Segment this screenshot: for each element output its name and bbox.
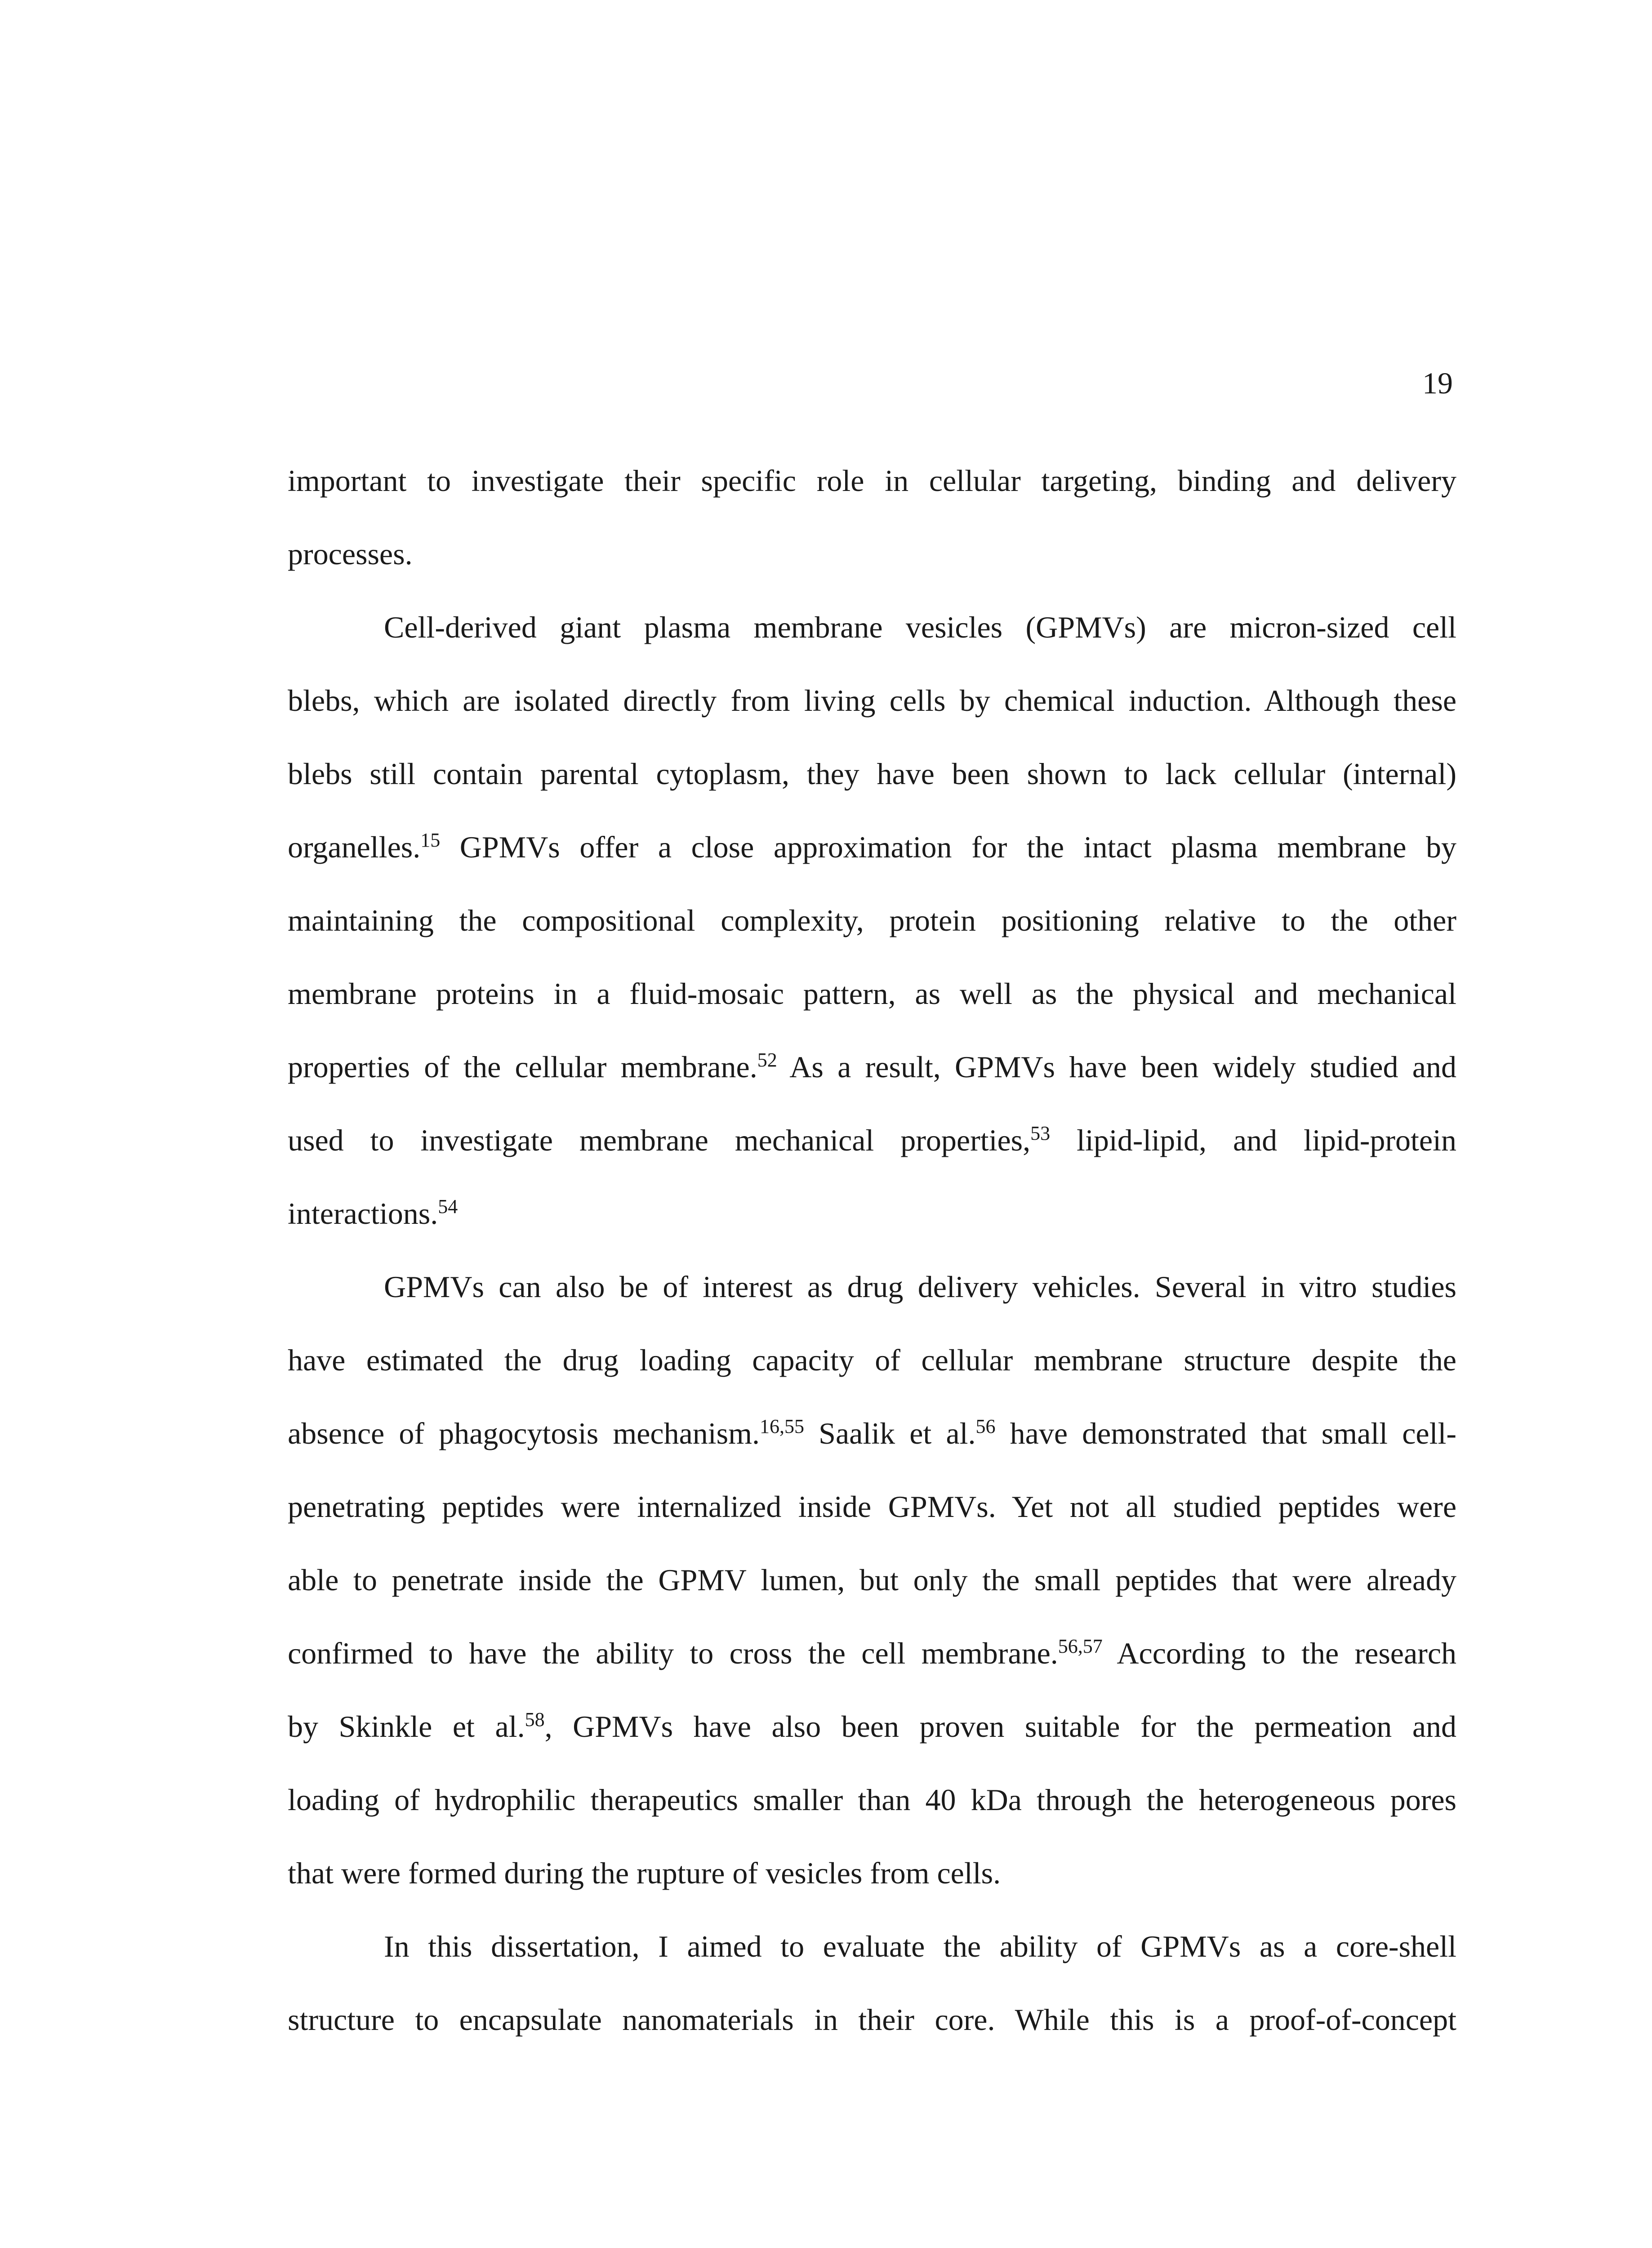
text-line [288, 811, 1456, 884]
page-number: 19 [1422, 366, 1453, 400]
citation-superscript: 54 [438, 1195, 458, 1218]
text-run: membrane proteins in a fluid-mosaic pattern, as well as the physical and mechanical [288, 977, 1456, 1011]
citation-superscript: 15 [420, 829, 441, 851]
text-run: As a result, GPMVs have been widely studied and [777, 1050, 1456, 1084]
citation-superscript: 56,57 [1058, 1635, 1103, 1657]
text-run: that were formed during the rupture of vesicles from cells. [288, 1856, 1001, 1890]
text-line [288, 1104, 1456, 1177]
text-run: absence of phagocytosis mechanism. [288, 1416, 760, 1450]
text-run: processes. [288, 537, 413, 571]
text-run: In this dissertation, I aimed to evaluate the ability of GPMVs as a core-shell [384, 1929, 1456, 1963]
text-line [288, 591, 1456, 664]
text-line [288, 1470, 1456, 1543]
citation-superscript: 56 [975, 1415, 996, 1437]
text-run: GPMVs offer a close approximation for the intact plasma membrane by [440, 830, 1456, 864]
text-run: by Skinkle et al. [288, 1709, 525, 1744]
text-run: Saalik et al. [804, 1416, 976, 1450]
text-line [288, 737, 1456, 811]
text-run: penetrating peptides were internalized inside GPMVs. Yet not all studied peptides were [288, 1490, 1456, 1524]
text-run: important to investigate their specific role in cellular targeting, binding and delivery [288, 464, 1456, 498]
text-run: have estimated the drug loading capacity of cellular membrane structure despite the [288, 1343, 1456, 1377]
text-line [288, 1690, 1456, 1763]
citation-superscript: 53 [1030, 1122, 1051, 1144]
text-line [288, 957, 1456, 1030]
text-run: properties of the cellular membrane. [288, 1050, 757, 1084]
text-line [288, 1763, 1456, 1837]
text-run: lipid-lipid, and lipid-protein [1050, 1123, 1456, 1157]
text-run: GPMVs can also be of interest as drug delivery vehicles. Several in vitro studies [384, 1270, 1456, 1304]
text-line [288, 1617, 1456, 1690]
text-line [288, 1397, 1456, 1470]
citation-superscript: 16,55 [760, 1415, 805, 1437]
text-run: organelles. [288, 830, 421, 864]
text-line [288, 1543, 1456, 1617]
text-run: , GPMVs have also been proven suitable for the permeation and [544, 1709, 1456, 1744]
text-run: have demonstrated that small cell- [995, 1416, 1457, 1450]
text-line [288, 884, 1456, 957]
text-run: loading of hydrophilic therapeutics smaller than 40 kDa through the heterogeneous pores [288, 1783, 1456, 1817]
text-line [288, 1837, 1456, 1910]
citation-superscript: 52 [757, 1048, 777, 1071]
text-run: According to the research [1102, 1636, 1456, 1670]
text-line [288, 444, 1456, 517]
text-line [288, 517, 1456, 591]
text-run: used to investigate membrane mechanical properties, [288, 1123, 1031, 1157]
text-line [288, 1250, 1456, 1324]
body-text [288, 444, 1456, 2056]
text-line [288, 1983, 1456, 2056]
text-run: blebs still contain parental cytoplasm, they have been shown to lack cellular (internal) [288, 757, 1456, 791]
text-line [288, 1030, 1456, 1104]
text-run: interactions. [288, 1196, 438, 1231]
text-run: able to penetrate inside the GPMV lumen, but only the small peptides that were already [288, 1563, 1456, 1597]
text-line [288, 1910, 1456, 1983]
text-run: confirmed to have the ability to cross the cell membrane. [288, 1636, 1058, 1670]
text-run: Cell-derived giant plasma membrane vesicles (GPMVs) are micron-sized cell [384, 610, 1456, 644]
text-line [288, 1324, 1456, 1397]
text-run: blebs, which are isolated directly from living cells by chemical induction. Although these [288, 683, 1456, 718]
text-run: structure to encapsulate nanomaterials in their core. While this is a proof-of-concept [288, 2003, 1456, 2037]
citation-superscript: 58 [525, 1708, 545, 1731]
text-run: maintaining the compositional complexity, protein positioning relative to the other [288, 903, 1456, 937]
text-line [288, 1177, 1456, 1250]
text-line [288, 664, 1456, 737]
